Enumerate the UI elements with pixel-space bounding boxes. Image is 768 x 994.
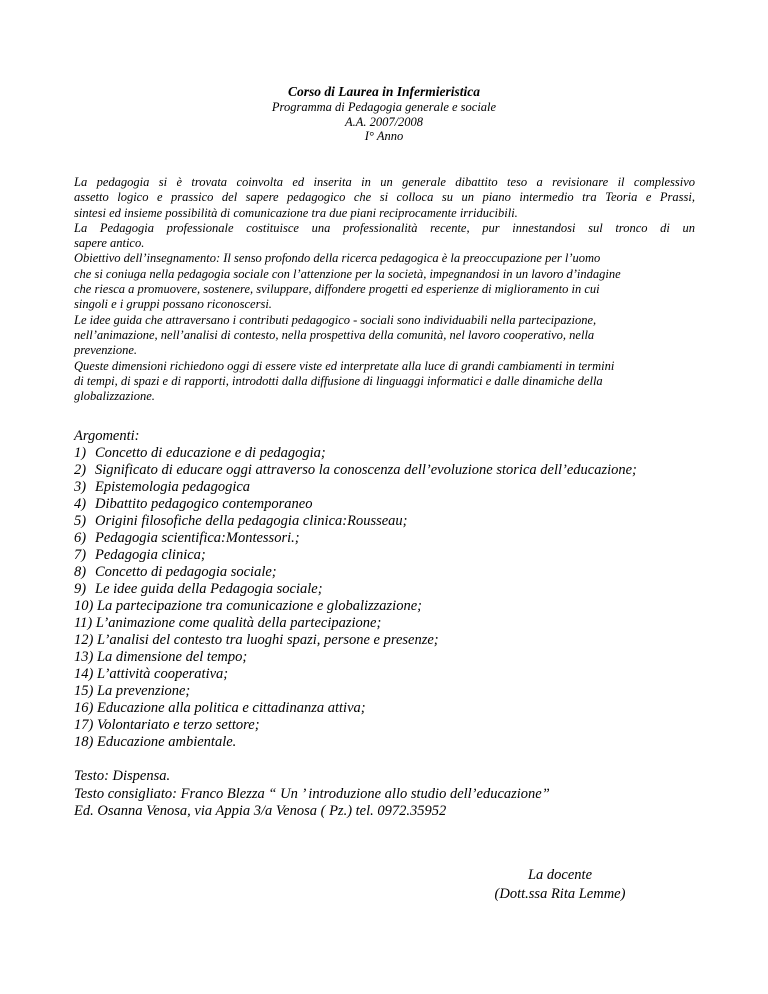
topic-item	[74, 598, 714, 615]
topic-text: L’animazione come qualità della partecipazione;	[95, 615, 382, 631]
topic-text: L’attività cooperativa;	[96, 666, 229, 682]
topic-number: 17)	[74, 717, 94, 733]
topic-text: La dimensione del tempo;	[96, 649, 248, 665]
topic-item	[74, 564, 714, 581]
topic-number: 4)	[74, 496, 87, 512]
course-year: I° Anno	[364, 129, 404, 143]
topic-number: 8)	[74, 564, 87, 580]
objective-line: singoli e i gruppi possano riconoscersi.	[74, 297, 272, 312]
textbook-line: Testo: Dispensa.	[74, 768, 171, 784]
topic-text: Concetto di pedagogia sociale;	[95, 564, 277, 580]
topic-text: L’analisi del contesto tra luoghi spazi, persone e presenze;	[96, 632, 439, 648]
topic-number: 15)	[74, 683, 94, 699]
intro-line: sapere antico.	[74, 236, 145, 251]
guide-line: Le idee guida che attraversano i contributi pedagogico - sociali sono individuabili nella partecipazione,	[74, 312, 597, 327]
topic-number: 7)	[74, 547, 87, 563]
publisher-line: Ed. Osanna Venosa, via Appia 3/a Venosa ( Pz.) tel. 0972.35952	[74, 803, 447, 819]
topic-number: 6)	[74, 530, 87, 546]
topic-number: 16)	[74, 700, 94, 716]
topic-text: Pedagogia scientifica:Montessori.;	[95, 530, 300, 546]
topic-number: 5)	[74, 513, 87, 529]
topic-text: Educazione alla politica e cittadinanza attiva;	[96, 700, 366, 716]
topic-item	[74, 734, 714, 751]
textbook-line: Testo consigliato: Franco Blezza “ Un ’ introduzione allo studio dell’educazione”	[74, 785, 550, 802]
objective-line: che riesca a promuovere, sostenere, sviluppare, diffondere progetti ed esperienze di miglioramento in cui	[74, 282, 600, 297]
topic-text: Educazione ambientale.	[96, 734, 237, 750]
topic-number: 3)	[74, 479, 87, 495]
topics-list	[74, 445, 714, 751]
topic-item	[74, 479, 714, 496]
topic-text: La prevenzione;	[96, 683, 191, 699]
intro-section	[74, 175, 695, 404]
topic-number: 14)	[74, 666, 94, 682]
course-title: Corso di Laurea in Infermieristica	[287, 84, 481, 99]
academic-year: A.A. 2007/2008	[344, 114, 424, 129]
topic-text: Le idee guida della Pedagogia sociale;	[95, 581, 323, 597]
dimensions-line: di tempi, di spazi e di rapporti, introdotti dalla diffusione di linguaggi informatici e dalle dinamiche della	[74, 373, 603, 388]
topic-number: 12)	[74, 632, 94, 648]
objective-line: che si coniuga nella pedagogia sociale con l’attenzione per la società, impegnandosi in un lavoro d’indagine	[74, 266, 621, 281]
topic-text: Volontariato e terzo settore;	[96, 717, 260, 733]
topic-text: Dibattito pedagogico contemporaneo	[95, 496, 313, 512]
signature-name: (Dott.ssa Rita Lemme)	[494, 886, 626, 902]
dimensions-line: Queste dimensioni richiedono oggi di essere viste ed interpretate alla luce di grandi cambiamenti in termini	[74, 358, 615, 373]
topic-number: 13)	[74, 649, 94, 665]
program-title: Programma di Pedagogia generale e sociale	[271, 100, 497, 114]
topic-number: 9)	[74, 581, 87, 597]
topic-item	[74, 496, 714, 513]
signature-role: La docente	[527, 867, 593, 883]
topic-number: 18)	[74, 734, 94, 750]
signature-block	[440, 866, 680, 904]
topic-item	[74, 445, 714, 462]
topic-item	[74, 666, 714, 683]
intro-line: La pedagogia si è trovata coinvolta ed inserita in un generale dibattito teso a revisionare il complessivo	[74, 175, 695, 189]
objective-line: Obiettivo dell’insegnamento: Il senso profondo della ricerca pedagogica è la preoccupazione per l’uomo	[74, 251, 601, 266]
textbooks-section	[74, 768, 674, 821]
topic-item	[74, 530, 714, 547]
topic-text: Origini filosofiche della pedagogia clinica:Rousseau;	[95, 513, 408, 529]
topic-item	[74, 513, 714, 530]
topic-text: Epistemologia pedagogica	[95, 479, 251, 495]
topic-item	[74, 615, 714, 632]
topic-number: 10)	[74, 598, 94, 614]
topic-item	[74, 547, 714, 564]
topic-text: La partecipazione tra comunicazione e globalizzazione;	[96, 598, 422, 614]
intro-line: assetto logico e prassico del sapere pedagogico che si colloca su un piano intermedio tra Teoria e Prassi,	[74, 190, 695, 205]
topic-item	[74, 632, 714, 649]
topic-number: 11)	[74, 615, 93, 631]
dimensions-line: globalizzazione.	[74, 389, 155, 404]
topic-text: Pedagogia clinica;	[95, 547, 206, 563]
topic-item	[74, 683, 714, 700]
topic-number: 2)	[74, 462, 87, 478]
topics-section	[74, 428, 714, 751]
topic-item	[74, 462, 714, 479]
document-header	[0, 84, 768, 144]
topic-item	[74, 700, 714, 717]
topic-text: Concetto di educazione e di pedagogia;	[95, 445, 326, 461]
intro-line: La Pedagogia professionale costituisce una professionalità recente, pur innestandosi sul tronco di un	[74, 220, 695, 235]
topic-item	[74, 581, 714, 598]
topic-item	[74, 717, 714, 734]
topic-text: Significato di educare oggi attraverso la conoscenza dell’evoluzione storica dell’educazione;	[95, 462, 637, 478]
intro-line: sintesi ed insieme possibilità di comunicazione tra due piani reciprocamente irriducibili.	[74, 205, 518, 220]
topic-number: 1)	[74, 445, 87, 461]
topic-item	[74, 649, 714, 666]
guide-line: nell’animazione, nell’analisi di contesto, nella prospettiva della comunità, nel lavoro cooperativo, nella	[74, 327, 595, 342]
guide-line: prevenzione.	[74, 343, 138, 358]
topics-label: Argomenti:	[74, 428, 140, 444]
